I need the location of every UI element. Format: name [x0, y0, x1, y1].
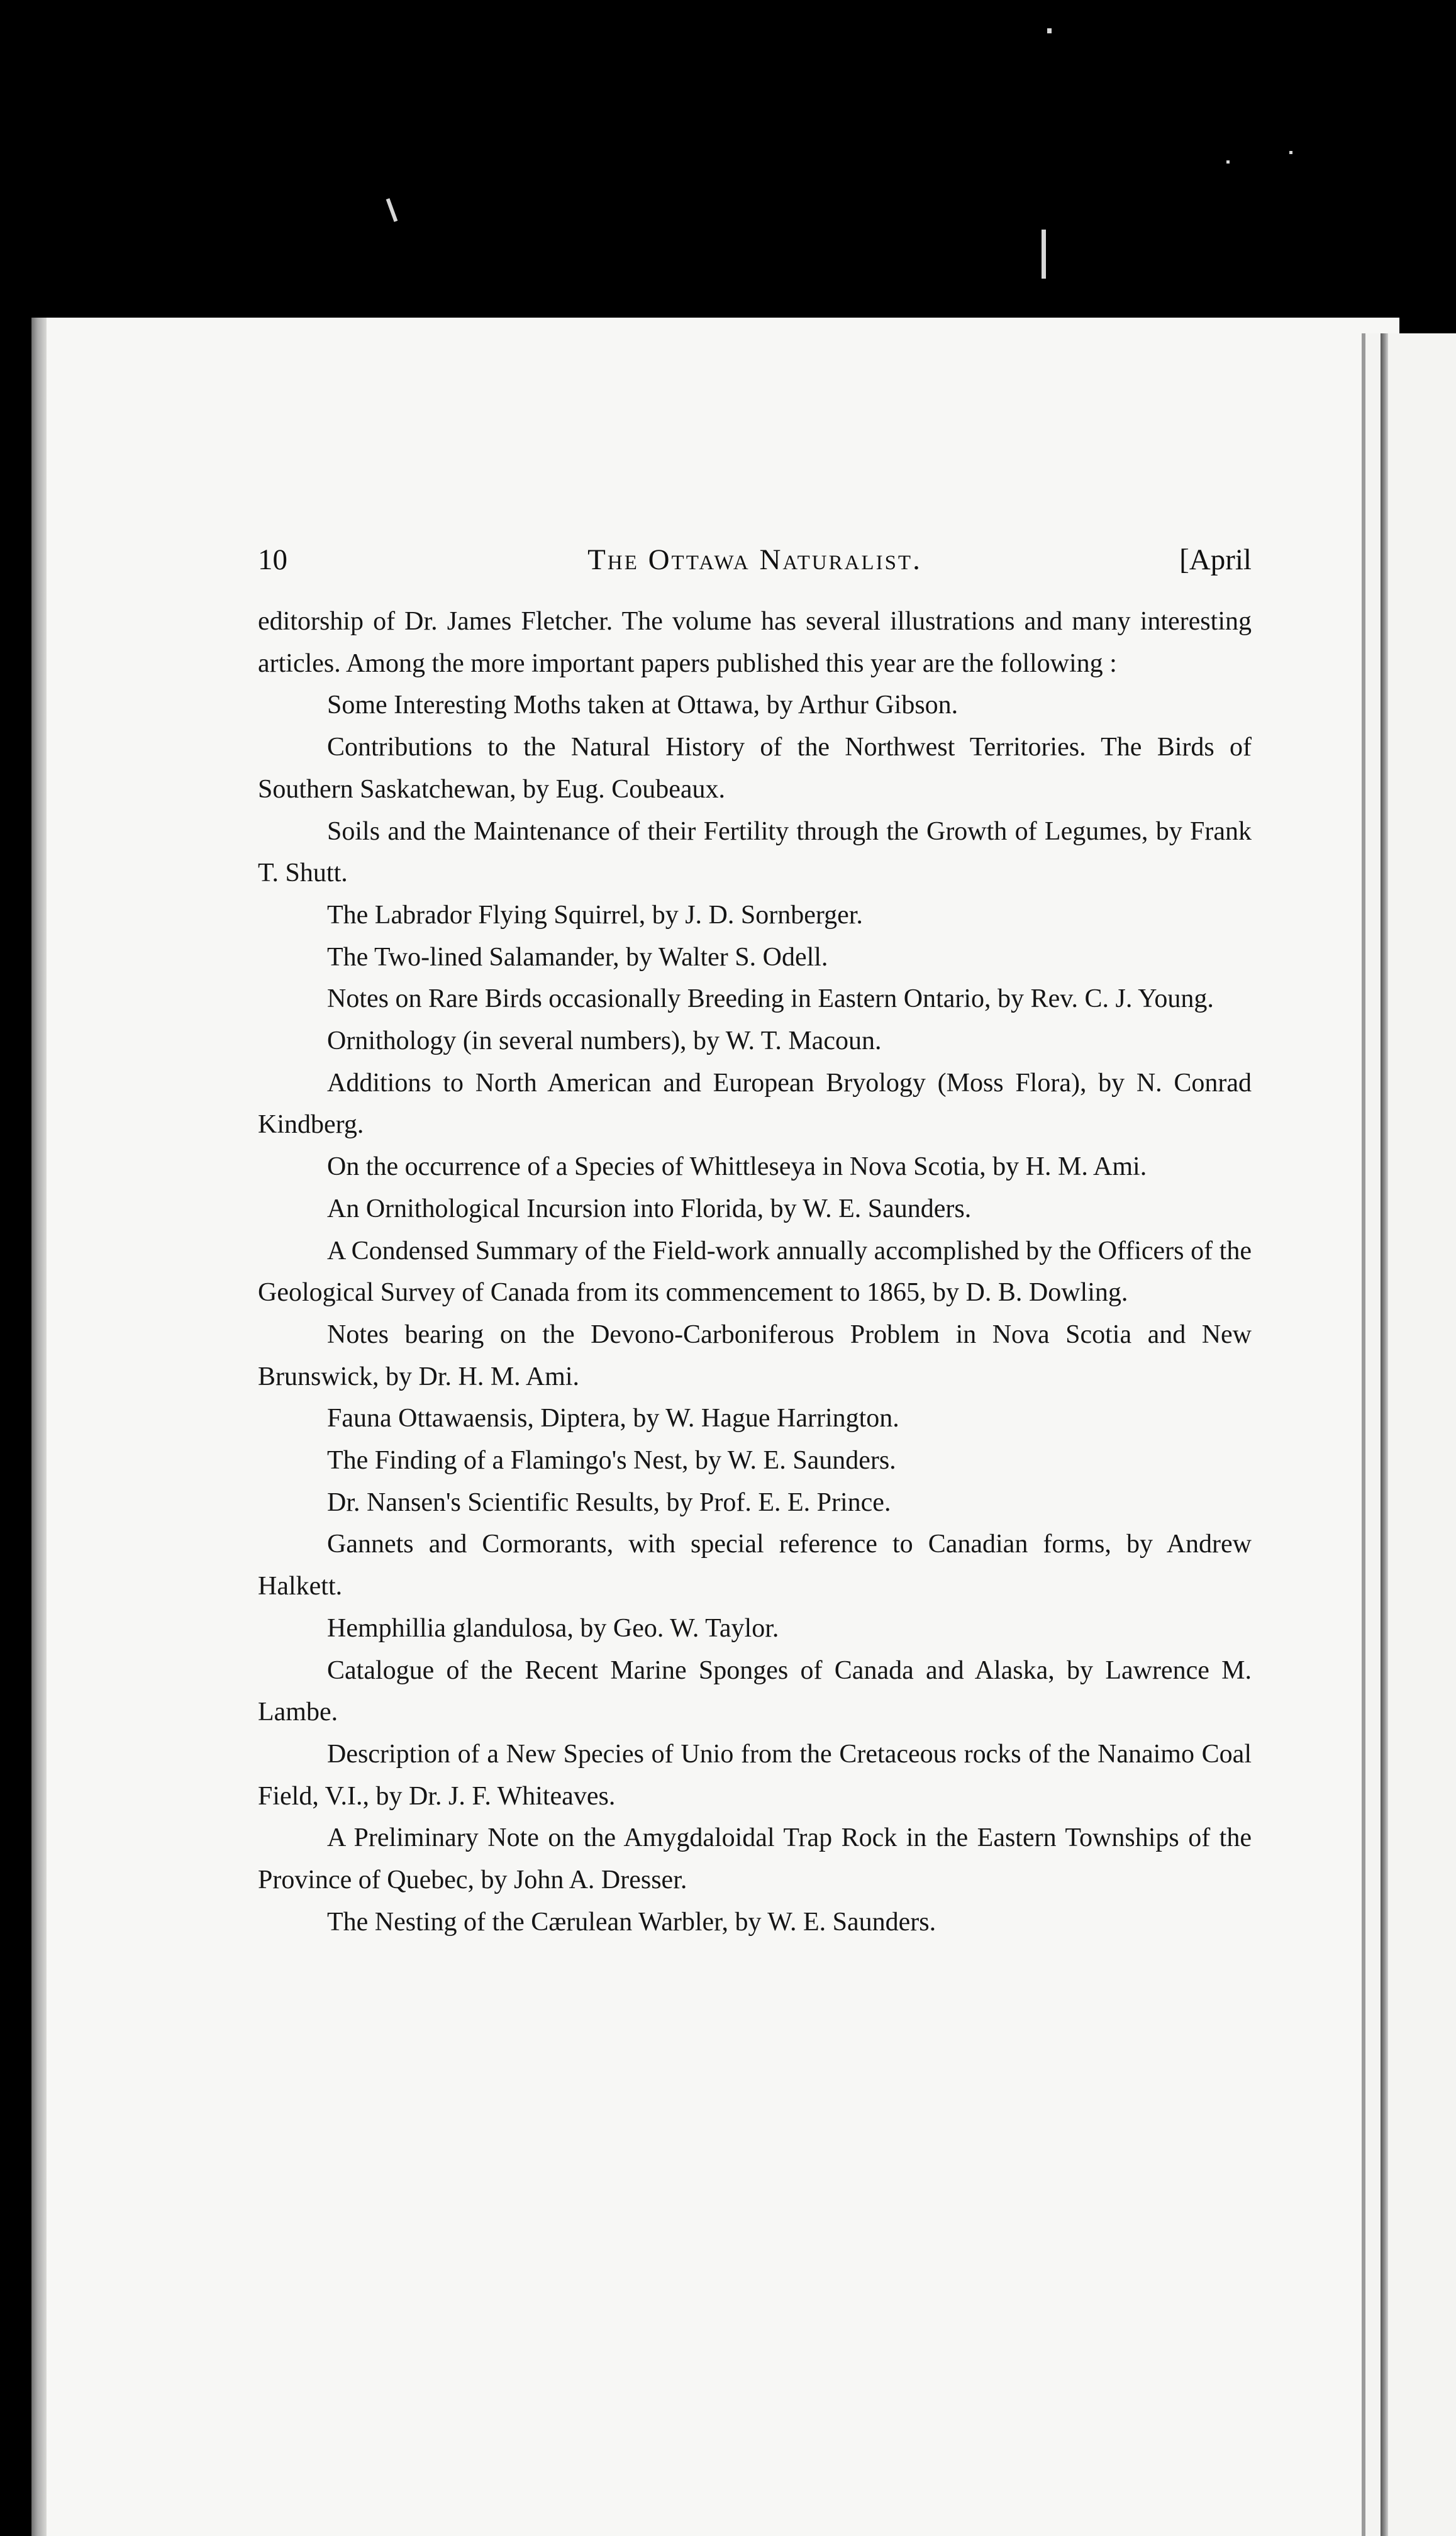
page-edge-left	[31, 318, 47, 2536]
paper-entry: On the occurrence of a Species of Whittleseya in Nova Scotia, by H. M. Ami.	[327, 1152, 1147, 1182]
paper-entry: Notes on Rare Birds occasionally Breeding in Eastern Ontario, by Rev. C. J. Young.	[327, 984, 1214, 1014]
paper-entry: An Ornithological Incursion into Florida, by W. E. Saunders.	[327, 1194, 972, 1223]
scan-speck	[1042, 230, 1046, 279]
running-title: The Ottawa Naturalist.	[587, 543, 922, 576]
paper-entry: Some Interesting Moths taken at Ottawa, by Arthur Gibson.	[327, 691, 959, 720]
page-edge-shadow	[1362, 333, 1365, 2536]
paper-entry: Additions to North American and European Bryology (Moss Flora), by N. Conrad Kindberg.	[258, 1068, 1252, 1140]
paper-entry: Hemphillia glandulosa, by Geo. W. Taylor.	[327, 1613, 779, 1643]
scan-speck	[1289, 151, 1292, 154]
paper-entry: A Preliminary Note on the Amygdaloidal Trap Rock in the Eastern Townships of the Province of Quebec, by John A. Dresser.	[258, 1823, 1252, 1895]
article-body	[258, 601, 1252, 1944]
paper-entry: Contributions to the Natural History of the Northwest Territories. The Birds of Southern Saskatchewan, by Eug. Coubeaux.	[258, 733, 1252, 804]
scan-speck	[386, 198, 398, 222]
paper-entry: The Labrador Flying Squirrel, by J. D. Sornberger.	[327, 900, 863, 930]
paper-entry: Gannets and Cormorants, with special reference to Canadian forms, by Andrew Halkett.	[258, 1530, 1252, 1601]
paper-entry: The Finding of a Flamingo's Nest, by W. E. Saunders.	[327, 1446, 896, 1476]
page-number: 10	[258, 543, 287, 576]
scan-speck	[1047, 28, 1052, 33]
paper-entry: The Two-lined Salamander, by Walter S. Odell.	[327, 942, 828, 972]
paper-entry: Dr. Nansen's Scientific Results, by Prof. E. E. Prince.	[327, 1488, 891, 1517]
paper-entry: A Condensed Summary of the Field-work annually accomplished by the Officers of the Geological Survey of Canada from its commencement to 1865, by D. B. Dowling.	[258, 1236, 1252, 1308]
paper-entry: Soils and the Maintenance of their Fertility through the Growth of Legumes, by Frank T. Shutt.	[258, 816, 1252, 888]
page-edge-right	[1362, 333, 1456, 2536]
page-edge-rule	[1381, 333, 1388, 2536]
paper-entry: Description of a New Species of Unio from the Cretaceous rocks of the Nanaimo Coal Field, V.I., by Dr. J. F. Whiteaves.	[258, 1739, 1252, 1811]
paper-entry: Ornithology (in several numbers), by W. T. Macoun.	[327, 1026, 882, 1056]
paper-entry: Catalogue of the Recent Marine Sponges of Canada and Alaska, by Lawrence M. Lambe.	[258, 1655, 1252, 1727]
intro-paragraph: editorship of Dr. James Fletcher. The volume has several illustrations and many interesting articles. Among the more important papers published this year are the following :	[258, 607, 1252, 678]
paper-entry: Fauna Ottawaensis, Diptera, by W. Hague Harrington.	[327, 1404, 899, 1433]
running-header	[258, 541, 1252, 579]
paper-entry: Notes bearing on the Devono-Carboniferous Problem in Nova Scotia and New Brunswick, by Dr. H. M. Ami.	[258, 1320, 1252, 1391]
issue-month: [April	[1179, 543, 1252, 576]
scan-speck	[1226, 160, 1230, 164]
paper-entry: The Nesting of the Cærulean Warbler, by W. E. Saunders.	[327, 1907, 936, 1937]
